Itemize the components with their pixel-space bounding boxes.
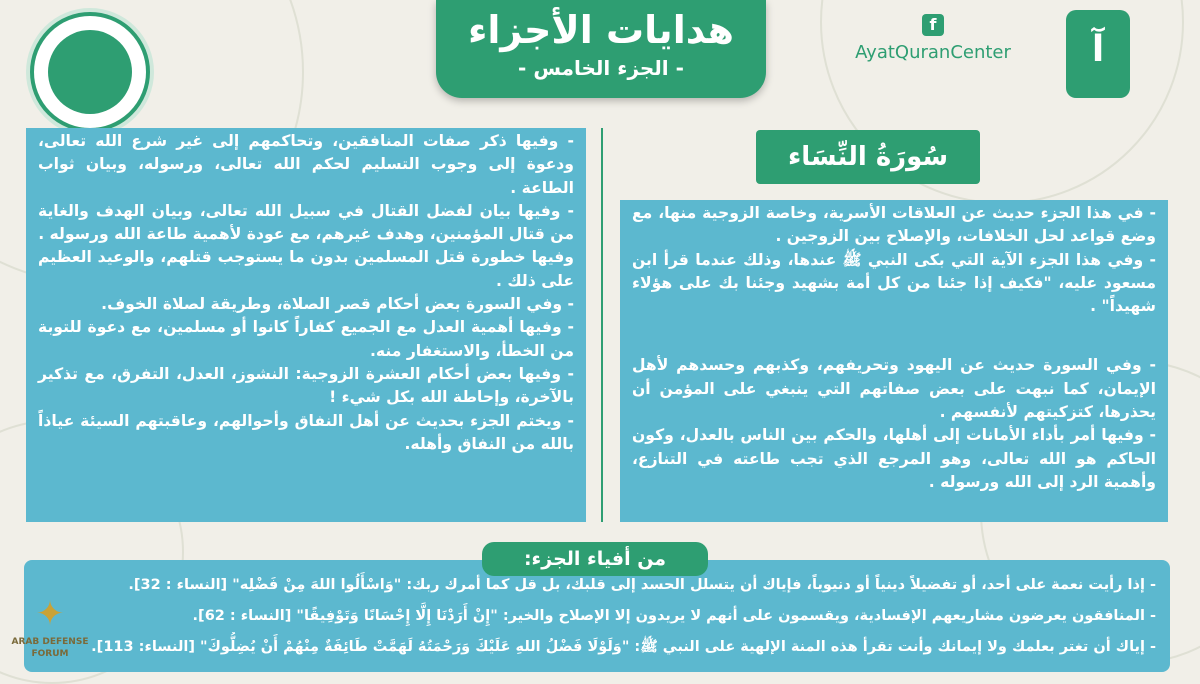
left-content-panel — [26, 128, 586, 522]
right-item: - وفيها أمر بأداء الأمانات إلى أهلها، والحكم بين الناس بالعدل، وكون الحاكم هو الله تعالى، وهو المرجع الذي تجب طاعته في التنازع، وأهمية الرد إلى الله ورسوله . — [632, 426, 1156, 491]
facebook-handle-text: AyatQuranCenter — [855, 42, 1011, 63]
logo-mark-icon: ﺁ — [1091, 29, 1105, 70]
bottom-line: - إياك أن تغتر بعلمك ولا إيمانك وأنت تقرأ هذه المنة الإلهية على النبي ﷺ: "وَلَوْلَا فَضْلُ اللهِ عَلَيْكَ وَرَحْمَتُهُ لَهَمَّتْ طَائِفَةٌ مِنْهُمْ أَنْ يُضِلُّوكَ" [النساء: 113]. — [91, 639, 1156, 655]
quran-seal-logo — [30, 12, 150, 132]
left-item: - وفي السورة بعض أحكام قصر الصلاة، وطريقة لصلاة الخوف. — [101, 295, 574, 314]
surah-title: سُورَةُ النِّسَاء — [756, 130, 980, 184]
social-handle[interactable] — [828, 14, 1038, 70]
page-subtitle: - الجزء الخامس - — [518, 56, 684, 80]
left-item: - ويختم الجزء بحديث عن أهل النفاق وأحوالهم، وعاقبتهم السيئة عياذاً بالله من النفاق وأهله. — [38, 411, 574, 453]
left-item: - وفيها بيان لفضل القتال في سبيل الله تعالى، وبيان الهدف والغاية من قتال المؤمنين، وهدف غيرهم، مع عودة لأهمية طاعة الله ورسوله . — [38, 201, 574, 244]
page-header — [436, 0, 766, 98]
page-title: هدايات الأجزاء — [467, 8, 735, 52]
eagle-icon: ✦ — [35, 594, 65, 634]
left-item: وفيها خطورة قتل المسلمين بدون ما يستوجب قتلهم، والوعيد العظيم على ذلك . — [38, 248, 574, 290]
left-item: - وفيها أهمية العدل مع الجميع كفاراً كانوا أو مسلمين، مع دعوة للتوبة من الخطأ، والاستغفار منه. — [38, 318, 574, 360]
facebook-icon: f — [922, 14, 944, 36]
right-item: - في هذا الجزء حديث عن العلاقات الأسرية، وخاصة الزوجية منها، مع وضع قواعد لحل الخلافات، والإصلاح بين الزوجين . — [632, 204, 1156, 246]
right-item: - وفي هذا الجزء الآية التي بكى النبي ﷺ عندها، وذلك عندما قرأ ابن مسعود عليه، "فكيف إذا جئنا من كل أمة بشهيد وجئنا بك على هؤلاء شهيداً" . — [632, 250, 1156, 316]
center-logo — [1066, 10, 1130, 98]
bottom-line: - إذا رأيت نعمة على أحد، أو تفضيلاً دينياً أو دنيوياً، فإياك أن يتسلل الحسد إلى قلبك، بل قل كما أمرك ربك: "وَاسْأَلُوا اللهَ مِنْ فَضْلِه" [النساء : 32]. — [128, 577, 1156, 593]
watermark-text: ARAB DEFENSE FORUM — [11, 637, 89, 659]
right-content-panel — [620, 200, 1168, 522]
bottom-section-label: من أفياء الجزء: — [482, 542, 708, 576]
bottom-content-panel — [24, 560, 1170, 672]
seal-calligraphy — [48, 30, 132, 114]
bottom-line: - المنافقون يعرضون مشاريعهم الإفسادية، ويقسمون على أنهم لا يريدون إلا الإصلاح والخير: "إِنْ أَرَدْنَا إِلَّا إِحْسَانًا وَتَوْفِيقًا" [النساء : 62]. — [192, 608, 1156, 624]
left-item: - وفيها ذكر صفات المنافقين، وتحاكمهم إلى غير شرع الله تعالى، ودعوة إلى وجوب التسليم لحكم الله تعالى، ورسوله، وبيان ثواب الطاعة . — [38, 132, 574, 197]
left-item: - وفيها بعض أحكام العشرة الزوجية: النشوز، العدل، التفرق، مع تذكير بالآخرة، وإحاطة الله بكل شيء ! — [38, 364, 574, 407]
forum-watermark — [10, 592, 90, 672]
column-divider — [601, 128, 603, 522]
paragraph-gap — [632, 318, 1156, 354]
right-item: - وفي السورة حديث عن اليهود وتحريفهم، وكذبهم وحسدهم لأهل الإيمان، كما نبهت على بعض صفاتهم التي ينبغي على المؤمن أن يحذرها، كتزكيتهم لأنفسهم . — [632, 356, 1156, 422]
